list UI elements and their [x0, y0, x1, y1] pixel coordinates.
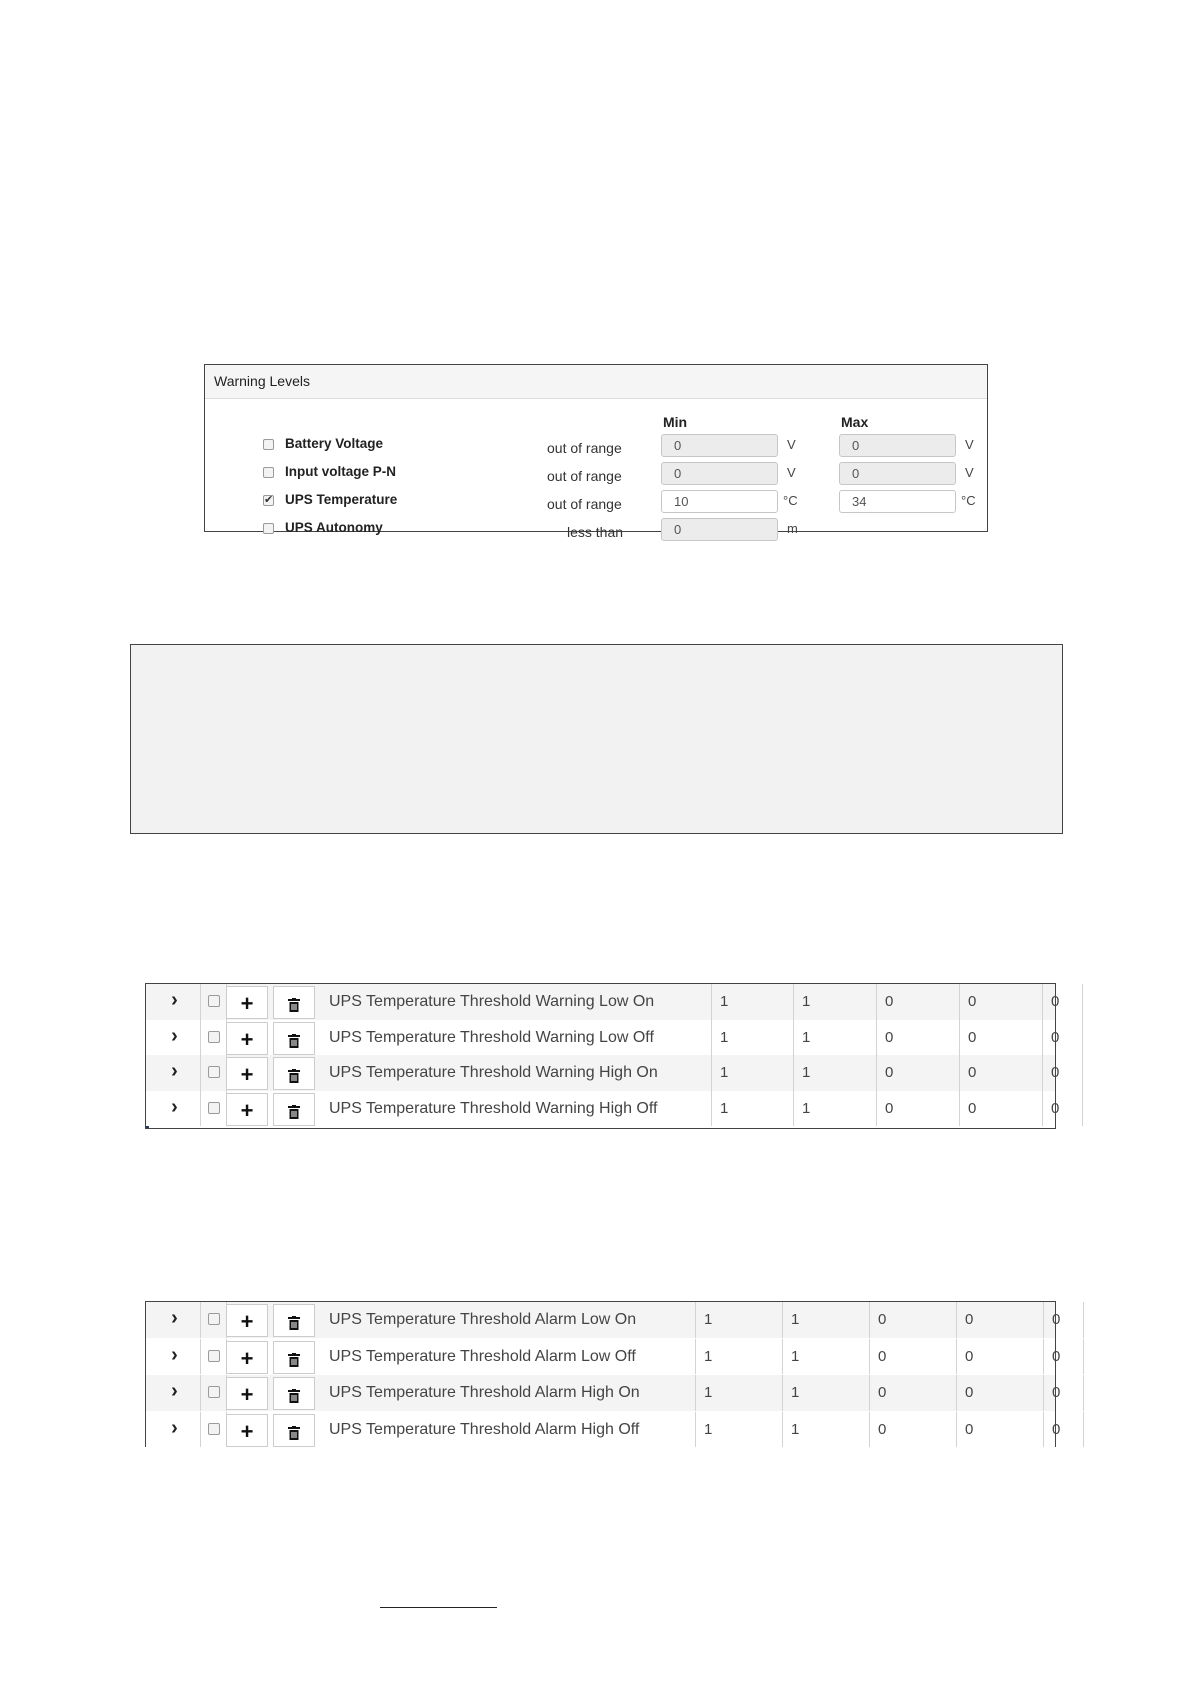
trash-icon[interactable] — [273, 1414, 315, 1447]
min-input[interactable]: 0 — [661, 434, 778, 457]
chevron-right-icon[interactable]: › — [149, 1055, 201, 1091]
row-checkbox[interactable] — [208, 1350, 220, 1362]
row-name: UPS Temperature Threshold Alarm High On — [321, 1375, 696, 1411]
warning-label: UPS Temperature — [285, 492, 398, 507]
row-value: 1 — [794, 984, 877, 1020]
row-value: 0 — [960, 1020, 1043, 1056]
max-input[interactable]: 0 — [839, 434, 956, 457]
min-input[interactable]: 10 — [661, 490, 778, 513]
plus-icon[interactable]: + — [226, 986, 268, 1019]
row-value: 0 — [870, 1375, 957, 1411]
alarm-threshold-grid — [145, 1301, 1061, 1447]
warning-row-battery-voltage — [205, 434, 987, 462]
table-row — [146, 1375, 1061, 1411]
row-value: 1 — [794, 1091, 877, 1127]
min-input[interactable]: 0 — [661, 462, 778, 485]
row-value: 0 — [1043, 1091, 1083, 1127]
row-checkbox[interactable] — [208, 1102, 220, 1114]
row-value: 1 — [712, 1091, 794, 1127]
min-column-header: Min — [663, 414, 688, 430]
warning-row-ups-autonomy — [205, 518, 987, 546]
row-value: 1 — [712, 1055, 794, 1091]
table-row — [146, 1055, 1060, 1091]
warning-label: UPS Autonomy — [285, 520, 383, 535]
row-value: 1 — [794, 1055, 877, 1091]
row-value: 0 — [1044, 1375, 1084, 1411]
row-name: UPS Temperature Threshold Alarm Low Off — [321, 1339, 696, 1375]
row-value: 0 — [957, 1302, 1044, 1338]
plus-icon[interactable]: + — [226, 1093, 268, 1126]
min-input[interactable]: 0 — [661, 518, 778, 541]
plus-icon[interactable]: + — [226, 1414, 268, 1447]
row-value: 0 — [1044, 1339, 1084, 1375]
plus-icon[interactable]: + — [226, 1341, 268, 1374]
row-name: UPS Temperature Threshold Warning High Off — [321, 1091, 712, 1127]
row-value: 0 — [870, 1302, 957, 1338]
row-value: 1 — [696, 1339, 783, 1375]
row-value: 1 — [696, 1412, 783, 1448]
table-row — [146, 1020, 1060, 1056]
max-input[interactable]: 34 — [839, 490, 956, 513]
row-value: 1 — [783, 1412, 870, 1448]
trash-icon[interactable] — [273, 986, 315, 1019]
warning-condition: out of range — [547, 496, 622, 512]
row-value: 0 — [1044, 1302, 1084, 1338]
row-name: UPS Temperature Threshold Alarm Low On — [321, 1302, 696, 1338]
footnote-rule — [380, 1607, 497, 1608]
row-name: UPS Temperature Threshold Warning Low On — [321, 984, 712, 1020]
warning-label: Input voltage P-N — [285, 464, 396, 479]
row-value: 0 — [877, 984, 960, 1020]
warning-row-input-voltage — [205, 462, 987, 490]
table-row — [146, 984, 1060, 1020]
row-checkbox[interactable] — [208, 995, 220, 1007]
max-unit: °C — [961, 493, 976, 508]
warning-levels-panel — [204, 364, 988, 540]
row-value: 1 — [783, 1302, 870, 1338]
row-select-cell — [201, 1055, 227, 1091]
empty-panel — [130, 644, 1063, 834]
chevron-right-icon[interactable]: › — [149, 1302, 201, 1338]
row-name: UPS Temperature Threshold Warning Low Off — [321, 1020, 712, 1056]
row-value: 1 — [712, 1020, 794, 1056]
row-value: 0 — [877, 1091, 960, 1127]
min-unit: V — [787, 465, 796, 480]
chevron-right-icon[interactable]: › — [149, 1412, 201, 1448]
max-unit: V — [965, 437, 974, 452]
row-select-cell — [201, 1302, 227, 1338]
row-value: 0 — [1043, 1020, 1083, 1056]
row-value: 1 — [783, 1375, 870, 1411]
row-name: UPS Temperature Threshold Warning High On — [321, 1055, 712, 1091]
row-select-cell — [201, 1412, 227, 1448]
trash-icon[interactable] — [273, 1341, 315, 1374]
row-value: 1 — [712, 984, 794, 1020]
warning-checkbox[interactable] — [263, 439, 274, 450]
row-value: 1 — [783, 1339, 870, 1375]
row-select-cell — [201, 1020, 227, 1056]
table-row — [146, 1302, 1061, 1338]
row-value: 1 — [696, 1302, 783, 1338]
trash-icon[interactable] — [273, 1022, 315, 1055]
trash-icon[interactable] — [273, 1093, 315, 1126]
plus-icon[interactable]: + — [226, 1057, 268, 1090]
row-value: 0 — [1044, 1412, 1084, 1448]
row-value: 0 — [960, 1091, 1043, 1127]
warning-condition: out of range — [547, 440, 622, 456]
trash-icon[interactable] — [273, 1377, 315, 1410]
min-unit: °C — [783, 493, 798, 508]
table-row — [146, 1339, 1061, 1375]
row-value: 0 — [1043, 984, 1083, 1020]
warning-threshold-grid — [145, 983, 1060, 1129]
min-unit: V — [787, 437, 796, 452]
warning-condition: less than — [567, 524, 624, 540]
row-checkbox[interactable] — [208, 1066, 220, 1078]
row-value: 0 — [957, 1375, 1044, 1411]
table-row — [146, 1412, 1061, 1448]
row-value: 0 — [877, 1020, 960, 1056]
row-checkbox[interactable] — [208, 1031, 220, 1043]
plus-icon[interactable]: + — [226, 1377, 268, 1410]
row-checkbox[interactable] — [208, 1313, 220, 1325]
row-checkbox[interactable] — [208, 1423, 220, 1435]
table-row — [146, 1091, 1060, 1127]
max-unit: V — [965, 465, 974, 480]
chevron-right-icon[interactable]: › — [149, 1375, 201, 1411]
warning-condition: out of range — [547, 468, 622, 484]
row-value: 1 — [696, 1375, 783, 1411]
trash-icon[interactable] — [273, 1057, 315, 1090]
row-value: 0 — [1043, 1055, 1083, 1091]
chevron-right-icon[interactable]: › — [149, 1091, 201, 1127]
warning-checkbox[interactable]: ✔ — [264, 494, 274, 506]
row-value: 1 — [794, 1020, 877, 1056]
row-name: UPS Temperature Threshold Alarm High Off — [321, 1412, 696, 1448]
warning-label: Battery Voltage — [285, 436, 384, 451]
row-value: 0 — [870, 1339, 957, 1375]
row-checkbox[interactable] — [208, 1386, 220, 1398]
row-value: 0 — [877, 1055, 960, 1091]
max-input[interactable]: 0 — [839, 462, 956, 485]
plus-icon[interactable]: + — [226, 1022, 268, 1055]
warning-checkbox[interactable] — [263, 467, 274, 478]
row-value: 0 — [957, 1412, 1044, 1448]
plus-icon[interactable]: + — [226, 1304, 268, 1337]
min-unit: m — [787, 521, 798, 536]
chevron-right-icon[interactable]: › — [149, 1020, 201, 1056]
row-value: 0 — [960, 1055, 1043, 1091]
warning-row-ups-temperature — [205, 490, 987, 518]
row-value: 0 — [960, 984, 1043, 1020]
max-column-header: Max — [841, 414, 869, 430]
trash-icon[interactable] — [273, 1304, 315, 1337]
row-value: 0 — [870, 1412, 957, 1448]
chevron-right-icon[interactable]: › — [149, 984, 201, 1020]
panel-title: Warning Levels — [205, 365, 987, 399]
row-select-cell — [201, 1375, 227, 1411]
row-select-cell — [201, 984, 227, 1020]
row-select-cell — [201, 1091, 227, 1127]
chevron-right-icon[interactable]: › — [149, 1339, 201, 1375]
warning-checkbox[interactable] — [263, 523, 274, 534]
row-value: 0 — [957, 1339, 1044, 1375]
row-select-cell — [201, 1339, 227, 1375]
